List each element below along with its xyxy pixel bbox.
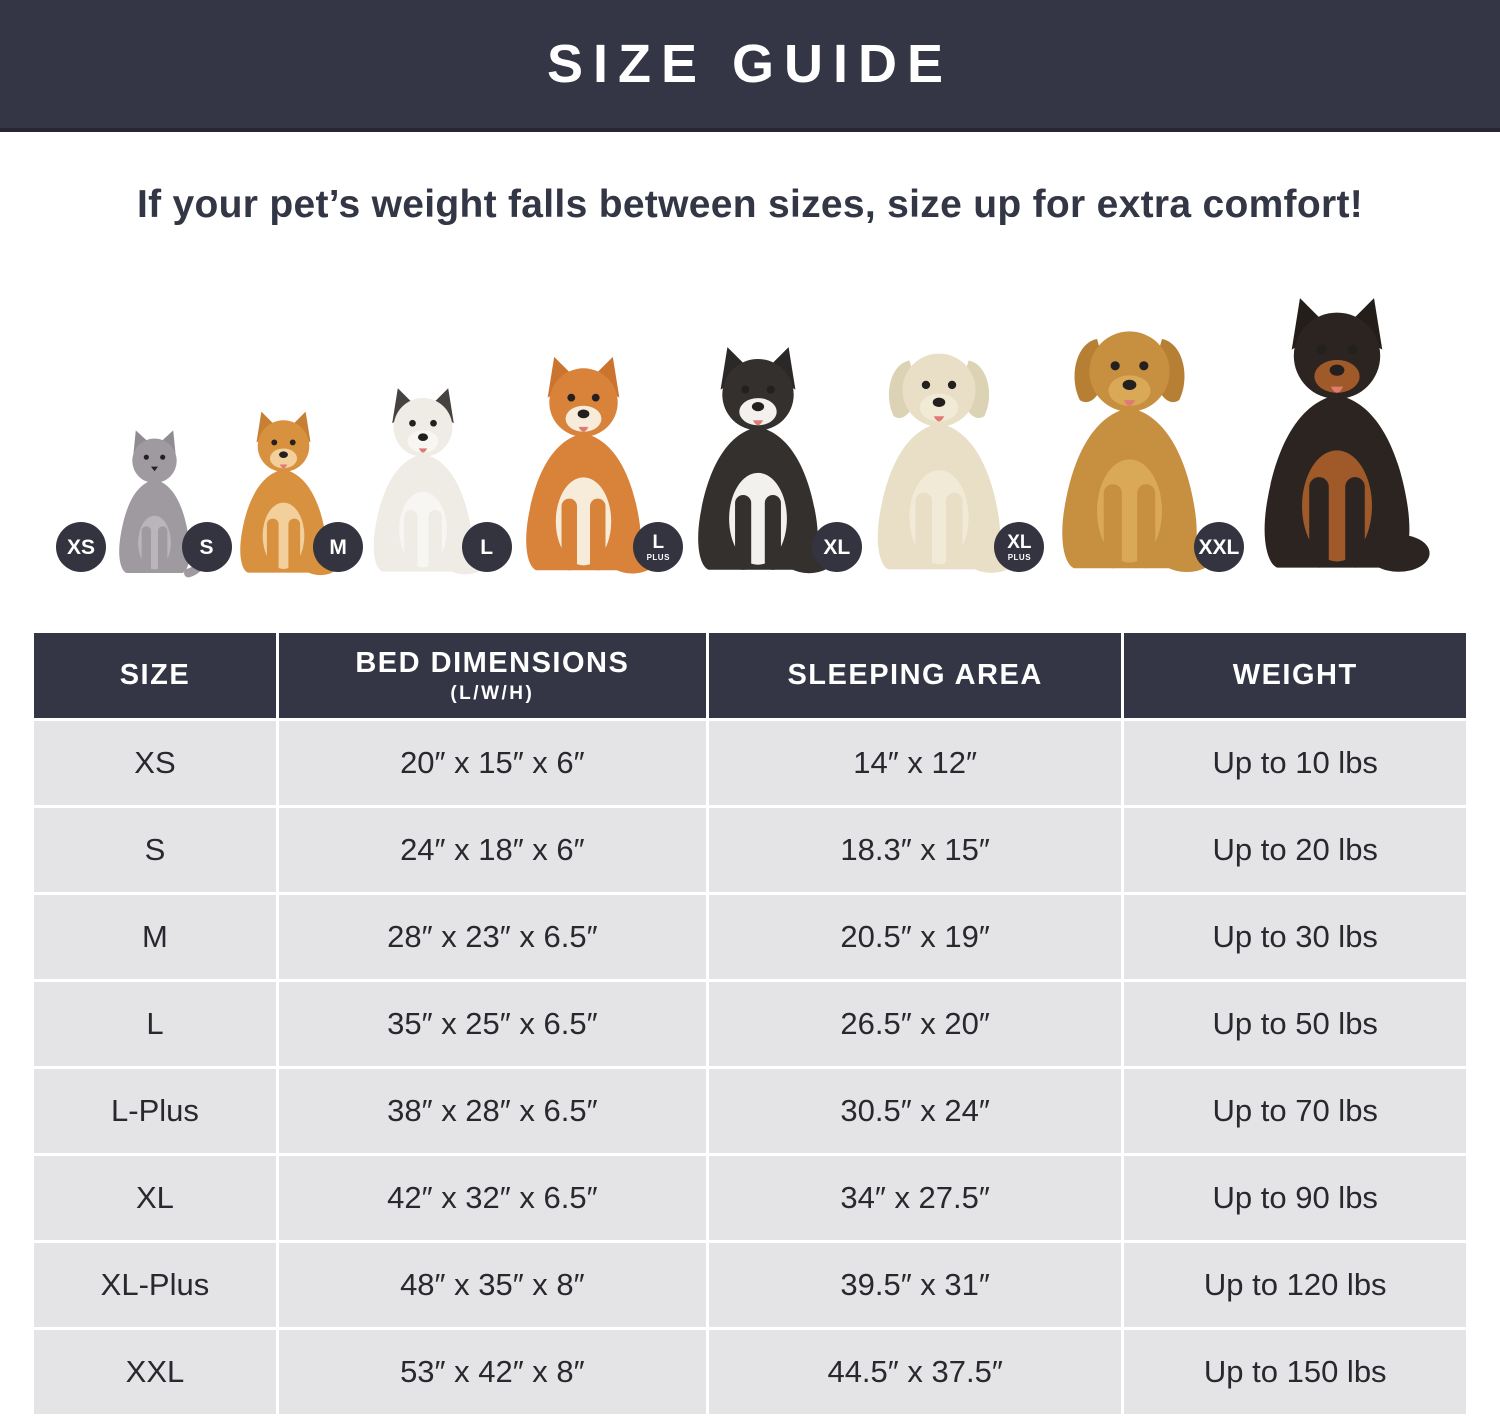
size-cell: XL <box>34 1156 276 1240</box>
column-header-bed-dimensions <box>279 633 706 718</box>
column-header-label: SIZE <box>119 659 191 691</box>
weight-cell: Up to 30 lbs <box>1124 895 1466 979</box>
size-badge-label: L <box>652 531 665 553</box>
sleeping-area-cell: 34″ x 27.5″ <box>709 1156 1122 1240</box>
size-badge-label: XS <box>66 535 95 559</box>
bed-dimensions-cell: 28″ x 23″ x 6.5″ <box>279 895 706 979</box>
size-badge-label: L <box>480 535 494 559</box>
weight-cell: Up to 70 lbs <box>1124 1069 1466 1153</box>
size-cell: XL-Plus <box>34 1243 276 1327</box>
size-badge-l-plus <box>633 522 683 572</box>
pet-doberman <box>1198 292 1440 580</box>
table-row-l <box>34 982 1466 1066</box>
weight-cell: Up to 10 lbs <box>1124 721 1466 805</box>
size-badge-m <box>313 522 363 572</box>
table-row-s <box>34 808 1466 892</box>
size-badge-xl <box>812 522 862 572</box>
size-badge-plus-label: PLUS <box>1007 552 1032 562</box>
column-header-label: WEIGHT <box>1232 659 1358 691</box>
size-cell: M <box>34 895 276 979</box>
sleeping-area-cell: 14″ x 12″ <box>709 721 1122 805</box>
sleeping-area-cell: 39.5″ x 31″ <box>709 1243 1122 1327</box>
size-badge-s <box>182 522 232 572</box>
header-row <box>34 633 1466 718</box>
bed-dimensions-cell: 53″ x 42″ x 8″ <box>279 1330 706 1414</box>
bed-dimensions-cell: 48″ x 35″ x 8″ <box>279 1243 706 1327</box>
size-badge-label: XXL <box>1198 535 1240 559</box>
bed-dimensions-cell: 20″ x 15″ x 6″ <box>279 721 706 805</box>
sleeping-area-cell: 20.5″ x 19″ <box>709 895 1122 979</box>
column-header-sublabel: (L/W/H) <box>450 682 535 704</box>
size-badge-l <box>462 522 512 572</box>
size-table-head <box>34 633 1466 718</box>
size-badge-xxl <box>1194 522 1244 572</box>
weight-cell: Up to 90 lbs <box>1124 1156 1466 1240</box>
table-row-m <box>34 895 1466 979</box>
size-table-body <box>34 721 1466 1414</box>
pet-size-lineup <box>0 270 1500 580</box>
bed-dimensions-cell: 38″ x 28″ x 6.5″ <box>279 1069 706 1153</box>
column-header-sleeping-area <box>709 633 1122 718</box>
table-row-l-plus <box>34 1069 1466 1153</box>
size-cell: L <box>34 982 276 1066</box>
weight-cell: Up to 120 lbs <box>1124 1243 1466 1327</box>
weight-cell: Up to 150 lbs <box>1124 1330 1466 1414</box>
bed-dimensions-cell: 42″ x 32″ x 6.5″ <box>279 1156 706 1240</box>
column-header-size <box>34 633 276 718</box>
size-cell: XXL <box>34 1330 276 1414</box>
banner <box>0 0 1500 132</box>
size-badge-label: XL <box>823 535 851 559</box>
table-row-xl-plus <box>34 1243 1466 1327</box>
column-header-label: BED DIMENSIONS <box>355 646 630 679</box>
bed-dimensions-cell: 24″ x 18″ x 6″ <box>279 808 706 892</box>
size-badge-label: M <box>329 535 347 559</box>
size-cell: XS <box>34 721 276 805</box>
size-badge-plus-label: PLUS <box>646 552 670 562</box>
weight-cell: Up to 20 lbs <box>1124 808 1466 892</box>
weight-cell: Up to 50 lbs <box>1124 982 1466 1066</box>
table-row-xxl <box>34 1330 1466 1414</box>
bed-dimensions-cell: 35″ x 25″ x 6.5″ <box>279 982 706 1066</box>
table-row-xl <box>34 1156 1466 1240</box>
sleeping-area-cell: 30.5″ x 24″ <box>709 1069 1122 1153</box>
size-badge-label: XL <box>1007 531 1032 553</box>
size-badge-xs <box>56 522 106 572</box>
size-badge-label: S <box>199 535 214 559</box>
sleeping-area-cell: 44.5″ x 37.5″ <box>709 1330 1122 1414</box>
size-cell: S <box>34 808 276 892</box>
sleeping-area-cell: 26.5″ x 20″ <box>709 982 1122 1066</box>
size-cell: L-Plus <box>34 1069 276 1153</box>
column-header-label: SLEEPING AREA <box>787 659 1043 691</box>
doberman-illustration <box>1234 292 1440 580</box>
size-table <box>31 630 1469 1416</box>
sleeping-area-cell: 18.3″ x 15″ <box>709 808 1122 892</box>
table-row-xs <box>34 721 1466 805</box>
page-title: SIZE GUIDE <box>546 34 954 94</box>
subtitle: If your pet’s weight falls between sizes, size up for extra comfort! <box>136 183 1364 226</box>
column-header-weight <box>1124 633 1466 718</box>
